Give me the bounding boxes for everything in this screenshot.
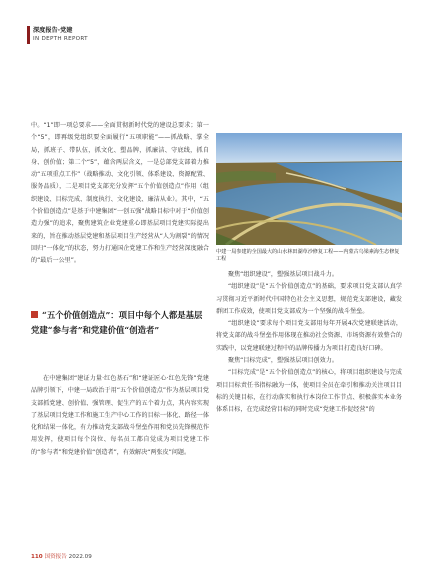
- right-column: [216, 269, 402, 417]
- photo-caption: 中建一局参建的全国最大的山水林田湖草沙修复工程——内蒙古乌梁素海生态修复工程: [216, 249, 400, 263]
- magazine-name: 国资报告: [44, 554, 67, 560]
- page-footer: [31, 552, 92, 560]
- paragraph: “组织建设”是“五个价值创造点”的基础，要求项目党支部认真学习贯彻习近平新时代中国特色社会主义思想，规范党支部建设，藏发群团工作成效，使项目党支部成为一个坚强的战斗堡垒。: [216, 283, 402, 315]
- page-number: 110: [31, 554, 43, 560]
- issue-date: 2022.09: [68, 554, 92, 560]
- heading-square-icon: [31, 311, 38, 318]
- section-heading: [31, 308, 209, 337]
- section-title-en: IN DEPTH REPORT: [33, 36, 88, 42]
- aerial-photo: [216, 133, 402, 245]
- section-title-cn: 深度报告·党建: [33, 27, 73, 34]
- paragraph: “组织建设”要求每个项目党支部用每年开展4次党建联建活动，将党支部的战斗堡垒作用体现在推动社会资源、市场资源有效整合的实践中，以党建联建过程中的品牌传播力为项目打造良好口碑。: [216, 320, 402, 352]
- paragraph: 中。“1”即一项总要求——全面贯彻新时代党的建设总要求；第一个“5”，即再级党组织要全面履行“五项职能”——抓战略、掌全局，抓班子、带队伍，抓文化、塑品牌，抓廉洁、守底线，抓自身、创价值；第二个“5”，蕴含两层含义，一是总部党支部着力推动“五项重点工作”（战略推动、文化引领、体系建设、资源配置、服务品质），二是项目党支部充分发挥“五个价值创造点”作用（组织建设、目标完成、制度执行、文化建设、廉洁从业）。其中，“五个价值创造点”是基于中建集团“一创五强”战略目标中对于“价值创造力强”的追求，聚焦建筑企业党建重心即基层项目党建实际提出来的，旨在推动基层党建和基层项目生产经营从“人为割裂”的情况回归“一体化”的状态，努力打通国企党建工作和生产经营深度融合的“最后一公里”。: [31, 122, 209, 265]
- section-heading-text: “五个价值创造点”：项目中每个人都是基层党建“参与者”和党建价值“创造者”: [31, 310, 203, 335]
- paragraph: 聚焦“目标完成”，塑强基层项目创效力。: [228, 357, 338, 365]
- left-column-bottom: [31, 373, 209, 459]
- paragraph: 在中建集团“建证力量·红色基石”和“建证匠心·红色先锋”党建品牌引领下，中建一局政治于用“五个价值创造点”作为基层项目党支部抓党建、创价值、强管理、促生产的五个着力点，其内容实现了基层项目党建工作和施工生产中心工作的目标一体化、路径一体化和结果一体化，有力推动党支部战斗堡垒作用和党员先锋模范作用发挥，使项目每个岗位、每名员工都自觉成为项目党建工作的“参与者”和党建价值“创造者”，有效解决“两张皮”问题。: [31, 375, 209, 456]
- paragraph: “目标完成”是“五个价值创造点”的核心，将项目组织建设与完成项目目标责任书指标融为一体，使项目全员在牵引和推动关注项目目标的关键目标，在行动落实和执行本岗位工作节点、积极落实本业务体系目标，在完成经营目标的同时完成“党建工作促经营”的: [216, 369, 402, 414]
- wetland-landscape-illustration: [216, 133, 402, 245]
- paragraph: 聚焦“组织建设”，塑强基层项目战斗力。: [228, 271, 338, 278]
- section-header-bar: [27, 26, 30, 44]
- left-column-top: [31, 120, 209, 268]
